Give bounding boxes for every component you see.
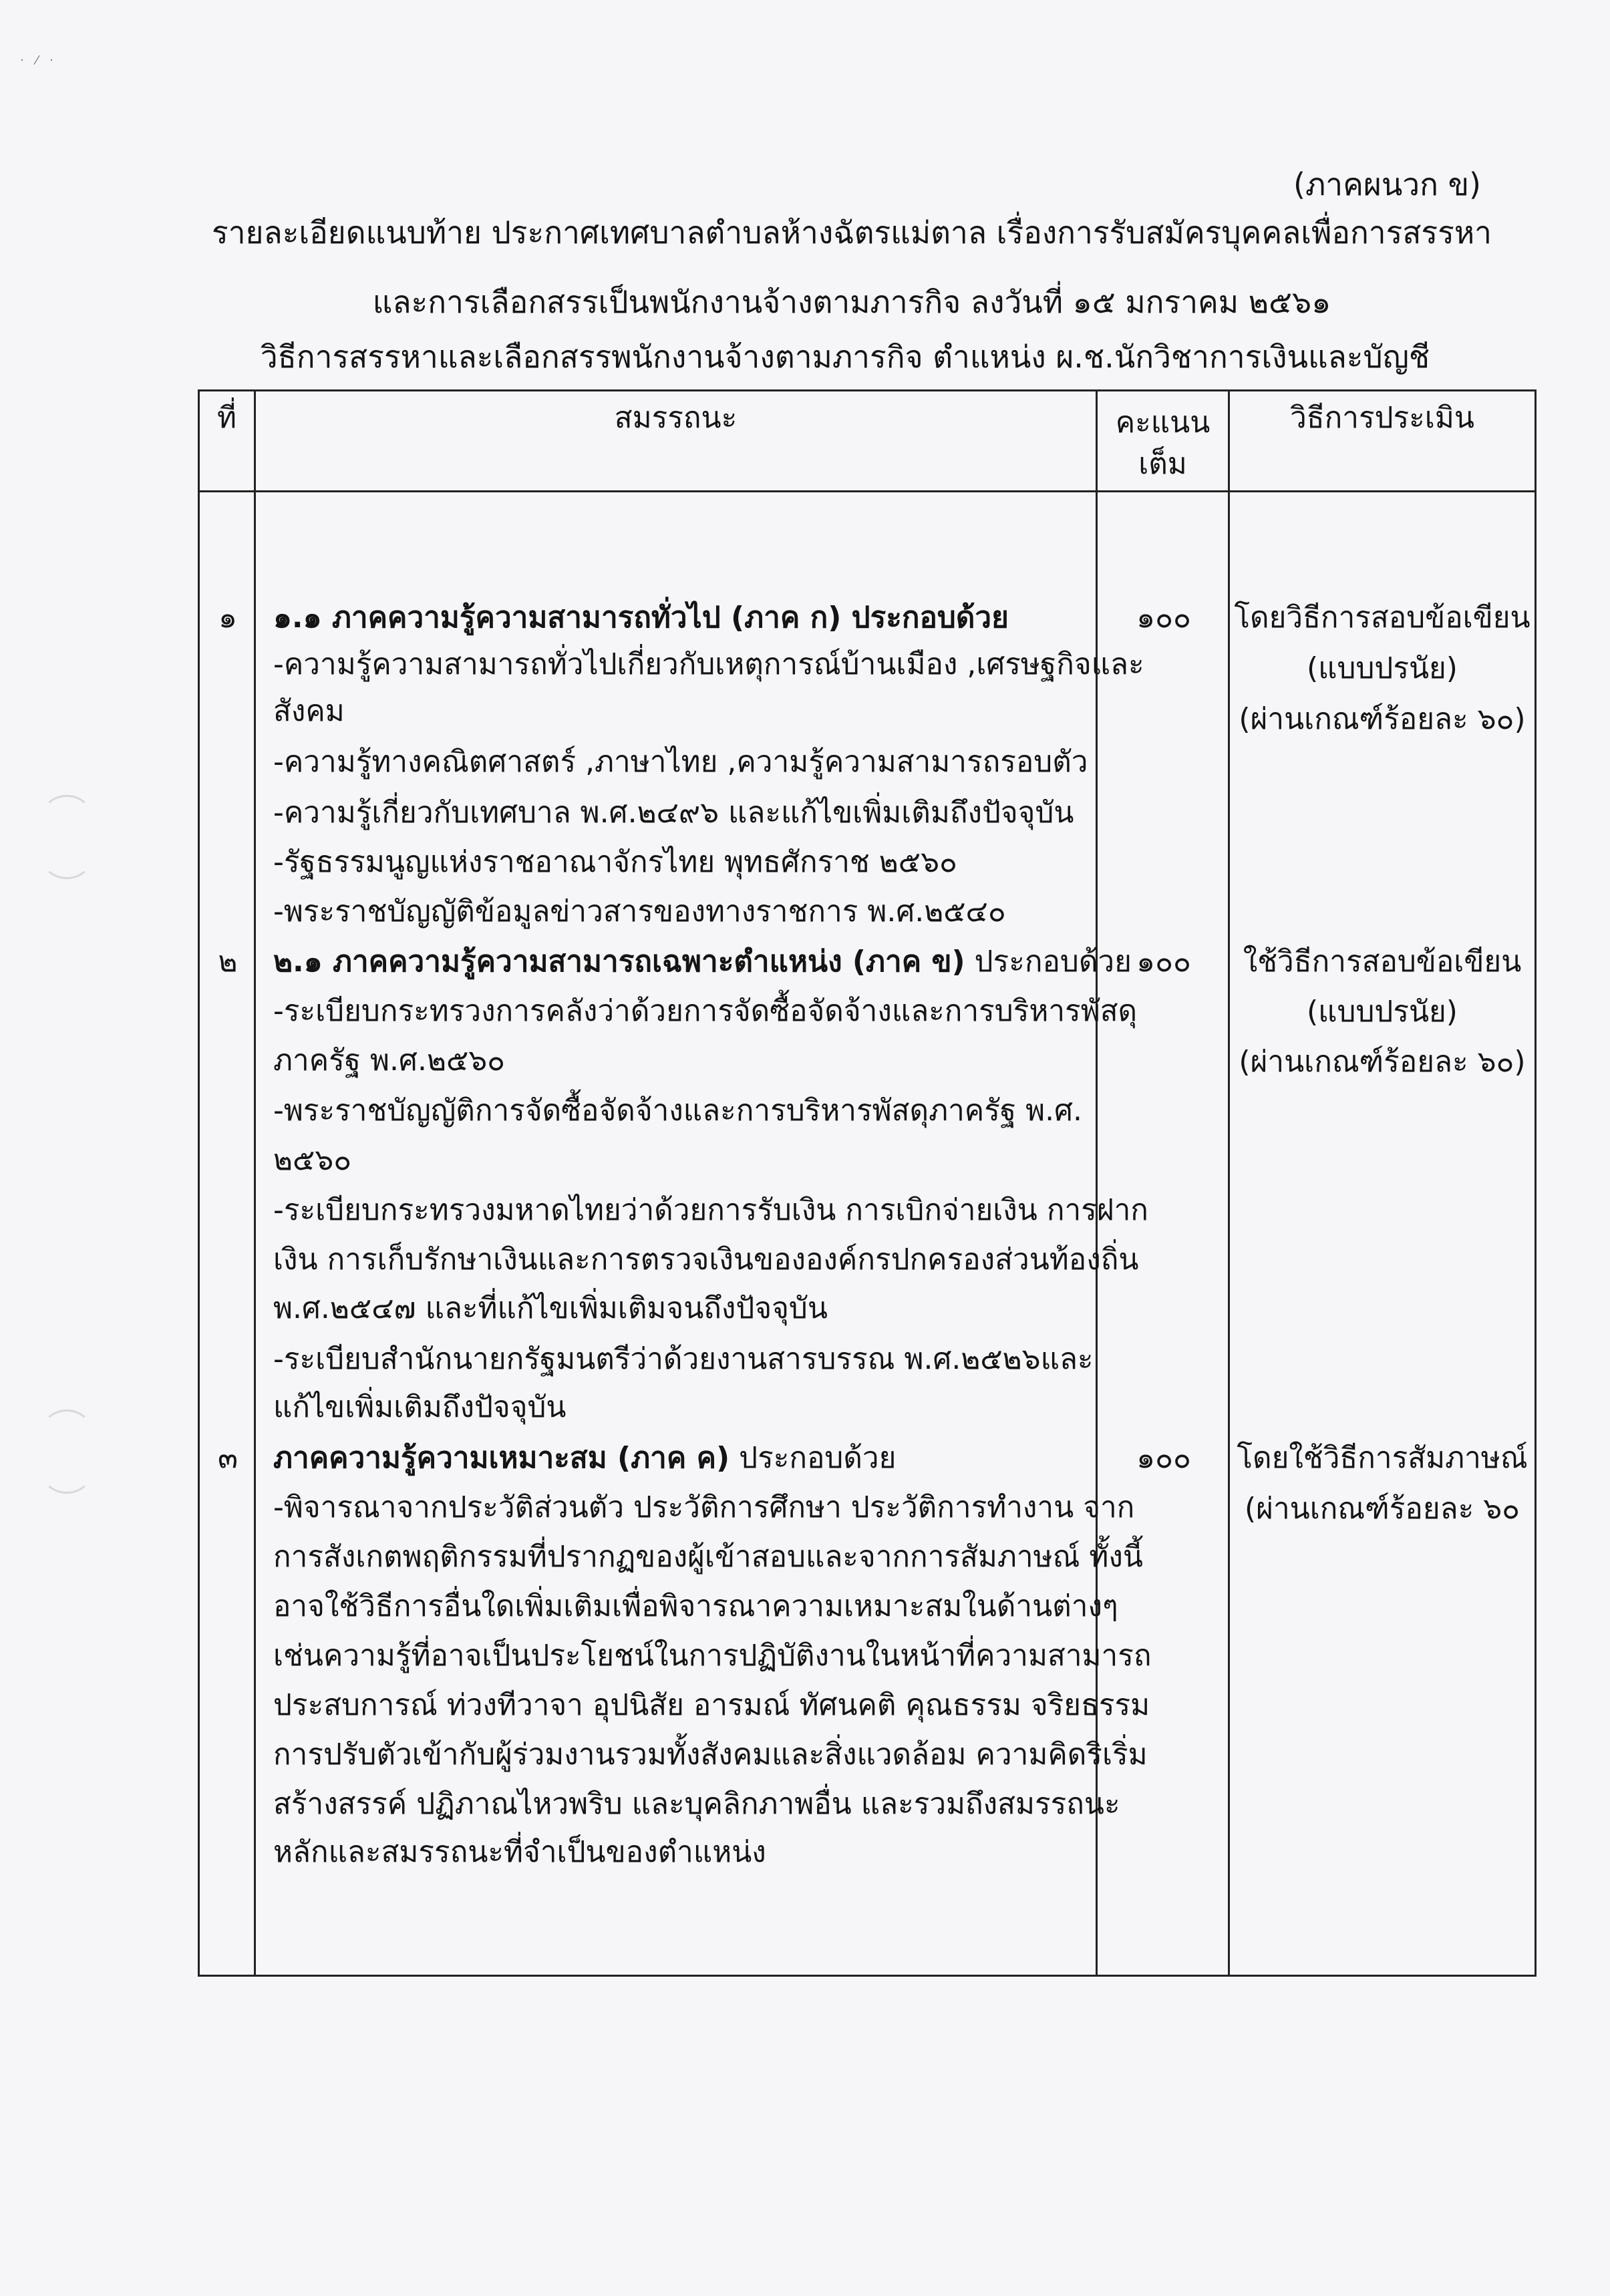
competency-line: อาจใช้วิธีการอื่นใดเพิ่มเติมเพื่อพิจารณาความเหมาะสมในด้านต่างๆ <box>273 1589 1118 1623</box>
competency-line: ๒๕๖๐ <box>273 1143 352 1177</box>
full-score: ๑๐๐ <box>1136 1441 1191 1475</box>
competency-title: ๒.๑ ภาคความรู้ความสามารถเฉพาะตำแหน่ง (ภาค ข) ประกอบด้วย <box>273 945 1132 979</box>
competency-line: -ความรู้ความสามารถทั่วไปเกี่ยวกับเหตุการณ์บ้านเมือง ,เศรษฐกิจและ <box>273 647 1144 681</box>
header-competency: สมรรถนะ <box>255 391 1097 492</box>
competency-line: -ระเบียบกระทรวงการคลังว่าด้วยการจัดซื้อจัดจ้างและการบริหารพัสดุ <box>273 994 1138 1028</box>
competency-line: เช่นความรู้ที่อาจเป็นประโยชน์ในการปฏิบัติงานในหน้าที่ความสามารถ <box>273 1639 1152 1673</box>
punch-hole-mark <box>41 1450 92 1494</box>
evaluation-method: (ผ่านเกณฑ์ร้อยละ ๖๐) <box>1239 702 1526 736</box>
evaluation-method: (ผ่านเกณฑ์ร้อยละ ๖๐) <box>1239 1045 1526 1079</box>
table-header-row <box>199 391 1536 492</box>
evaluation-column <box>1229 492 1536 1976</box>
header-line-2: และการเลือกสรรเป็นพนักงานจ้างตามภารกิจ ลงวันที่ ๑๕ มกราคม ๒๕๖๑ <box>372 284 1331 320</box>
competency-line: -พิจารณาจากประวัติส่วนตัว ประวัติการศึกษา ประวัติการทำงาน จาก <box>273 1490 1135 1524</box>
evaluation-method: (แบบปรนัย) <box>1307 651 1458 685</box>
competency-column <box>255 492 1152 1976</box>
evaluation-method: (ผ่านเกณฑ์ร้อยละ ๖๐ <box>1245 1492 1520 1526</box>
competency-line: -ความรู้ทางคณิตศาสตร์ ,ภาษาไทย ,ความรู้ความสามารถรอบตัว <box>273 745 1088 779</box>
header-line-3: วิธีการสรรหาและเลือกสรรพนักงานจ้างตามภารกิจ ตำแหน่ง ผ.ช.นักวิชาการเงินและบัญชี <box>260 339 1430 375</box>
competency-line: -รัฐธรรมนูญแห่งราชอาณาจักรไทย พุทธศักราช ๒๕๖๐ <box>273 845 957 879</box>
competency-line: -ระเบียบสำนักนายกรัฐมนตรีว่าด้วยงานสารบรรณ พ.ศ.๒๕๒๖และ <box>273 1342 1094 1376</box>
competency-title: ๑.๑ ภาคความรู้ความสามารถทั่วไป (ภาค ก) ประกอบด้วย <box>273 601 1009 635</box>
competency-line: แก้ไขเพิ่มเติมถึงปัจจุบัน <box>273 1390 567 1424</box>
header-line-1: รายละเอียดแนบท้าย ประกาศเทศบาลตำบลห้างฉัตรแม่ตาล เรื่องการรับสมัครบุคคลเพื่อการสรรหา <box>212 214 1492 251</box>
punch-hole-mark <box>41 795 92 839</box>
competency-line: -ระเบียบกระทรวงมหาดไทยว่าด้วยการรับเงิน การเบิกจ่ายเงิน การฝาก <box>273 1193 1148 1227</box>
competency-title: ภาคความรู้ความเหมาะสม (ภาค ค) ประกอบด้วย <box>273 1441 897 1475</box>
competency-line: -พระราชบัญญัติการจัดซื้อจัดจ้างและการบริหารพัสดุภาครัฐ พ.ศ. <box>273 1094 1083 1128</box>
evaluation-method: โดยวิธีการสอบข้อเขียน <box>1234 601 1531 635</box>
full-score: ๑๐๐ <box>1136 945 1191 979</box>
evaluation-method: (แบบปรนัย) <box>1307 995 1458 1029</box>
row-number: ๓ <box>217 1441 238 1475</box>
full-score: ๑๐๐ <box>1136 601 1191 635</box>
competency-line: สังคม <box>273 694 345 728</box>
score-column <box>1097 492 1229 1976</box>
competency-line: -พระราชบัญญัติข้อมูลข่าวสารของทางราชการ พ.ศ.๒๕๔๐ <box>273 894 1006 929</box>
competency-line: การสังเกตพฤติกรรมที่ปรากฏของผู้เข้าสอบและจากการสัมภาษณ์ ทั้งนี้ <box>273 1540 1143 1574</box>
scan-speck: · ⁄ · <box>20 53 57 67</box>
row-number: ๑ <box>218 601 237 635</box>
punch-hole-mark <box>41 835 92 879</box>
competency-table <box>198 389 1537 1977</box>
competency-line: -ความรู้เกี่ยวกับเทศบาล พ.ศ.๒๔๙๖ และแก้ไขเพิ่มเติมถึงปัจจุบัน <box>273 796 1074 830</box>
row-number: ๒ <box>218 945 238 979</box>
table-body-row <box>199 492 1536 1976</box>
annex-label: (ภาคผนวก ข) <box>1293 166 1481 202</box>
punch-hole-mark <box>41 1410 92 1454</box>
header-no: ที่ <box>199 391 255 492</box>
header-score: คะแนน เต็ม <box>1097 391 1229 492</box>
competency-line: การปรับตัวเข้ากับผู้ร่วมงานรวมทั้งสังคมและสิ่งแวดล้อม ความคิดริเริ่ม <box>273 1738 1148 1772</box>
competency-line: พ.ศ.๒๕๔๗ และที่แก้ไขเพิ่มเติมจนถึงปัจจุบัน <box>273 1291 828 1325</box>
evaluation-method: โดยใช้วิธีการสัมภาษณ์ <box>1237 1441 1528 1475</box>
header-evaluation: วิธีการประเมิน <box>1229 391 1536 492</box>
competency-line: เงิน การเก็บรักษาเงินและการตรวจเงินขององค์กรปกครองส่วนท้องถิ่น <box>273 1243 1139 1277</box>
no-column <box>199 492 255 1976</box>
competency-line: ประสบการณ์ ท่วงทีวาจา อุปนิสัย อารมณ์ ทัศนคติ คุณธรรม จริยธรรม <box>273 1688 1150 1722</box>
competency-line: หลักและสมรรถนะที่จำเป็นของตำแหน่ง <box>273 1835 766 1869</box>
competency-line: ภาครัฐ พ.ศ.๒๕๖๐ <box>273 1043 506 1078</box>
competency-line: สร้างสรรค์ ปฏิภาณไหวพริบ และบุคลิกภาพอื่น และรวมถึงสมรรถนะ <box>273 1787 1120 1821</box>
evaluation-method: ใช้วิธีการสอบข้อเขียน <box>1243 945 1522 979</box>
